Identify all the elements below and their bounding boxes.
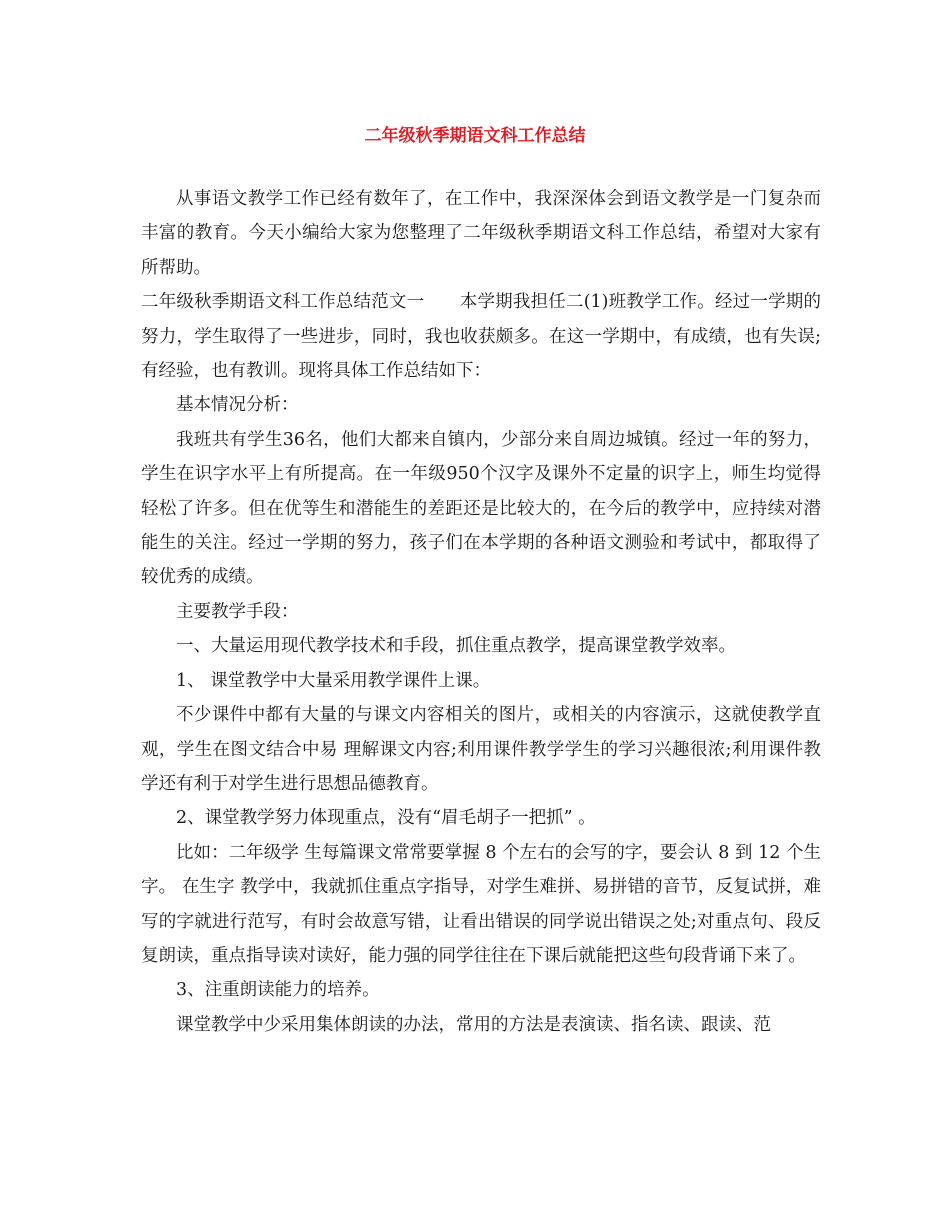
paragraph-point-three: 3、注重朗读能力的培养。	[176, 980, 380, 1001]
paragraph-basic-analysis-heading: 基本情况分析：	[176, 395, 299, 416]
paragraph-example: 比如：二年级学 生每篇课文常常要掌握 8 个左右的会写的字，要会认 8 到 12 个生字。 在生字 教学中，我就抓住重点字指导，对学生难拼、易拼错的音节，反复试拼，难写的字就进行范写，有时会故意写错，让看出错误的同学说出错误之处;对重点句、段反复朗读，重点指导读对读好，能力强的同学往往在下课后就能把这些句段背诵下来了。	[141, 842, 821, 966]
paragraph-courseware: 不少课件中都有大量的与课文内容相关的图片，或相关的内容演示，这就使教学直观，学生在图文结合中易 理解课文内容;利用课件教学学生的学习兴趣很浓;利用课件教学还有利于对学生进行思想品德教育。	[141, 705, 821, 794]
document-body	[141, 182, 821, 1042]
paragraph-reading-methods: 课堂教学中少采用集体朗读的办法，常用的方法是表演读、指名读、跟读、范	[176, 1014, 771, 1035]
paragraph-methods-heading: 主要教学手段：	[176, 601, 299, 622]
paragraph-intro: 从事语文教学工作已经有数年了，在工作中，我深深体会到语文教学是一门复杂而丰富的教育。今天小编给大家为您整理了二年级秋季期语文科工作总结，希望对大家有所帮助。	[141, 189, 821, 278]
paragraph-class-situation: 我班共有学生36名，他们大都来自镇内，少部分来自周边城镇。经过一年的努力，学生在识字水平上有所提高。在一年级950个汉字及课外不定量的识字上，师生均觉得轻松了许多。但在优等生和潜能生的差距还是比较大的，在今后的教学中，应持续对潜能生的关注。经过一学期的努力，孩子们在本学期的各种语文测验和考试中，都取得了较优秀的成绩。	[141, 429, 821, 588]
paragraph-point-one: 1、 课堂教学中大量采用教学课件上课。	[176, 670, 491, 691]
paragraph-point-two: 2、课堂教学努力体现重点，没有“眉毛胡子一把抓” 。	[176, 808, 596, 829]
paragraph-method-one: 一、大量运用现代教学技术和手段，抓住重点教学，提高课堂教学效率。	[176, 636, 736, 657]
paragraph-sample-heading: 二年级秋季期语文科工作总结范文一 本学期我担任二(1)班教学工作。经过一学期的努力，学生取得了一些进步，同时，我也收获颇多。在这一学期中，有成绩，也有失误;有经验，也有教训。现将具体工作总结如下：	[141, 292, 821, 382]
document-title: 二年级秋季期语文科工作总结	[364, 126, 586, 146]
